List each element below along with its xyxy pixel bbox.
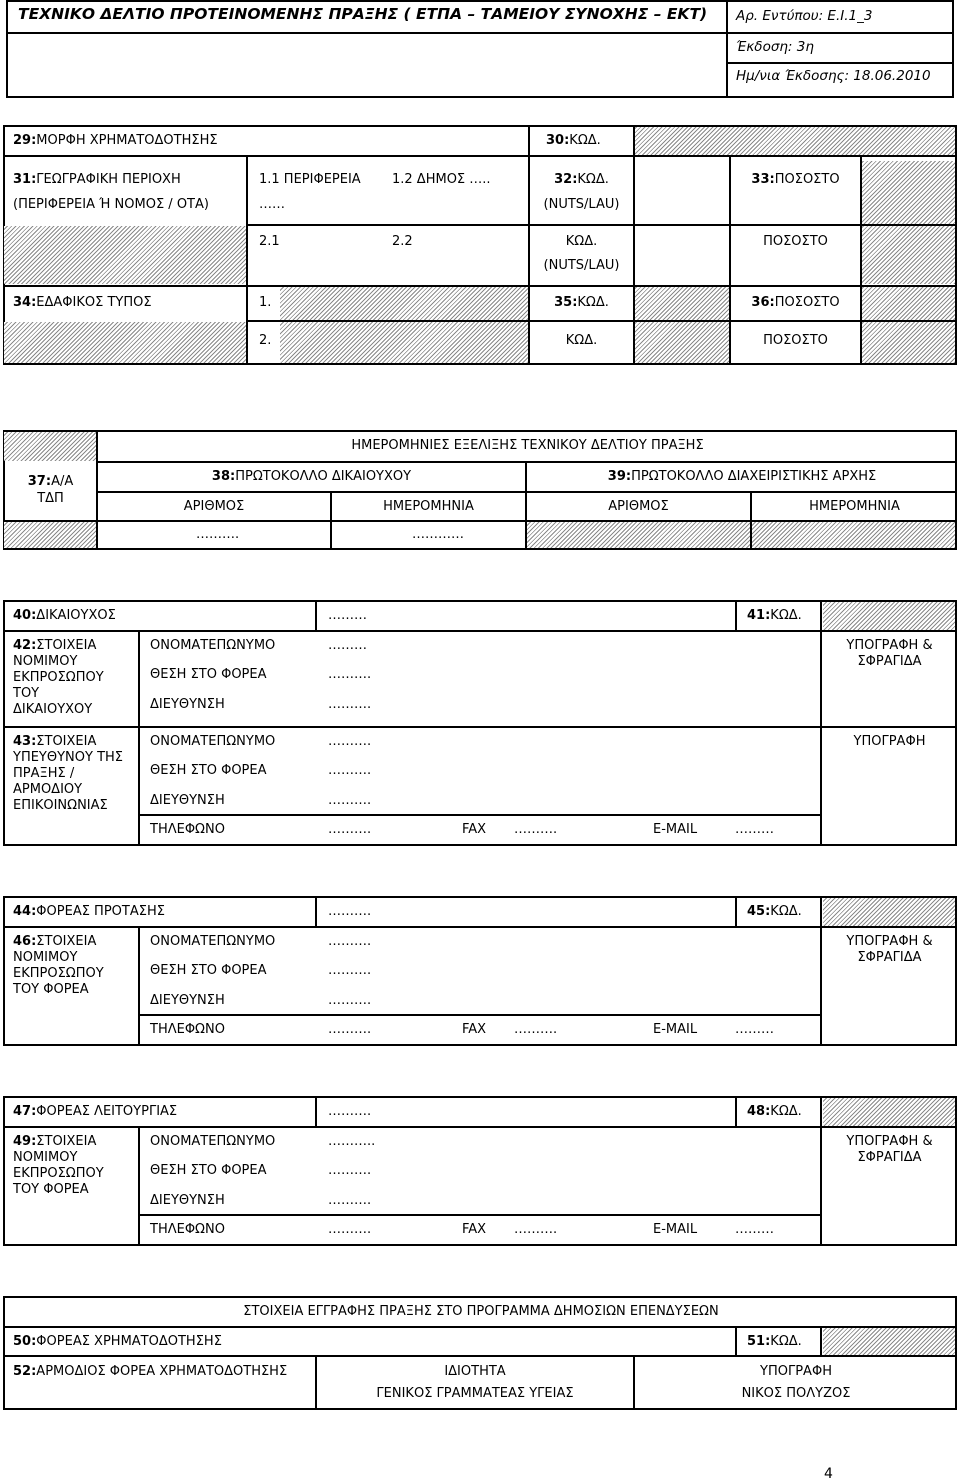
grid-line <box>820 1326 822 1355</box>
number-column-2: ΑΡΙΘΜΟΣ <box>608 499 669 514</box>
fullname-value-4[interactable]: ……….. <box>328 1134 376 1149</box>
region-1-1: 1.1 ΠΕΡΙΦΕΡΕΙΑ <box>259 172 361 187</box>
grid-line <box>3 630 957 632</box>
field-52-label: 52:ΑΡΜΟΔΙΟΣ ΦΟΡΕΑ ΧΡΗΜΑΤΟΔΟΤΗΣΗΣ <box>13 1364 288 1379</box>
hatched-area <box>860 226 955 284</box>
number-column: ΑΡΙΘΜΟΣ <box>183 499 245 514</box>
phone-value-2[interactable]: ………. <box>328 1022 372 1037</box>
region-1-1-dots: …… <box>259 197 285 212</box>
proposing-body-value[interactable]: ………. <box>328 904 372 919</box>
hatched-area <box>823 1328 955 1355</box>
email-value-2[interactable]: ……… <box>735 1022 774 1037</box>
signature-stamp-label-3: ΥΠΟΓΡΑΦΗ & ΣΦΡΑΓΙΔΑ <box>846 1134 933 1165</box>
hatched-area <box>4 432 96 461</box>
percentage-label: ΠΟΣΟΣΤΟ <box>763 234 828 249</box>
field-31-sub: (ΠΕΡΙΦΕΡΕΙΑ Ή ΝΟΜΟΣ / ΟΤΑ) <box>13 197 209 212</box>
grid-line <box>3 285 957 287</box>
address-label-4: ΔΙΕΥΘΥΝΣΗ <box>150 1193 225 1208</box>
capacity-value: ΓΕΝΙΚΟΣ ΓΡΑΜΜΑΤΕΑΣ ΥΓΕΙΑΣ <box>376 1386 574 1401</box>
field-29-label: 29:ΜΟΡΦΗ ΧΡΗΜΑΤΟΔΟΤΗΣΗΣ <box>13 133 218 148</box>
section-beneficiary <box>3 600 957 846</box>
region-2-1: 2.1 <box>259 234 280 249</box>
email-label: E-MAIL <box>653 822 698 837</box>
field-48-label: 48:ΚΩΔ. <box>747 1104 802 1119</box>
position-value-3[interactable]: ………. <box>328 963 372 978</box>
hatched-area <box>4 322 248 363</box>
grid-line <box>735 600 737 630</box>
header-divider <box>726 0 728 98</box>
field-36-label: 36:ΠΟΣΟΣΤΟ <box>751 295 840 310</box>
field-41-label: 41:ΚΩΔ. <box>747 608 802 623</box>
position-label-2: ΘΕΣΗ ΣΤΟ ΦΟΡΕΑ <box>150 763 267 778</box>
fax-value-3[interactable]: ………. <box>514 1222 558 1237</box>
grid-line <box>820 896 822 1046</box>
beneficiary-value[interactable]: ……… <box>328 608 367 623</box>
grid-line <box>246 155 248 365</box>
grid-line <box>138 630 140 846</box>
field-34-label: 34:ΕΔΑΦΙΚΟΣ ΤΥΠΟΣ <box>13 295 152 310</box>
grid-line <box>138 1014 820 1016</box>
grid-line <box>138 814 820 816</box>
grid-line <box>3 520 957 522</box>
address-value-2[interactable]: ………. <box>328 793 372 808</box>
field-38-label: 38:ΠΡΩΤΟΚΟΛΛΟ ΔΙΚΑΙΟΥΧΟΥ <box>211 469 412 484</box>
hatched-area <box>280 287 528 320</box>
position-label-4: ΘΕΣΗ ΣΤΟ ΦΟΡΕΑ <box>150 1163 267 1178</box>
position-value[interactable]: ………. <box>328 667 372 682</box>
grid-line <box>138 1126 140 1246</box>
field-33-label: 33:ΠΟΣΟΣΤΟ <box>751 172 840 187</box>
header-line-3 <box>726 62 954 64</box>
fullname-label-3: ΟΝΟΜΑΤΕΠΩΝΥΜΟ <box>150 934 276 949</box>
form-number: Αρ. Εντύπου: Ε.Ι.1_3 <box>736 8 873 24</box>
grid-line <box>820 1096 822 1246</box>
grid-line <box>315 896 317 926</box>
signature-stamp-label-2: ΥΠΟΓΡΑΦΗ & ΣΦΡΑΓΙΔΑ <box>846 934 933 965</box>
code-label: ΚΩΔ. <box>565 234 598 249</box>
position-label-3: ΘΕΣΗ ΣΤΟ ΦΟΡΕΑ <box>150 963 267 978</box>
protocol-number-value[interactable]: ………. <box>196 527 240 542</box>
field-50-label: 50:ΦΟΡΕΑΣ ΧΡΗΜΑΤΟΔΟΤΗΣΗΣ <box>13 1334 222 1349</box>
protocol-date-value[interactable]: ………… <box>412 527 464 542</box>
phone-label: ΤΗΛΕΦΩΝΟ <box>150 822 225 837</box>
grid-line <box>3 1326 957 1328</box>
grid-line <box>138 926 140 1046</box>
grid-line <box>3 155 957 157</box>
edition-date: Ημ/νια Έκδοσης: 18.06.2010 <box>736 68 931 84</box>
percentage-label-2: ΠΟΣΟΣΤΟ <box>763 333 828 348</box>
hatched-area <box>633 322 729 363</box>
address-label-3: ΔΙΕΥΘΥΝΣΗ <box>150 993 225 1008</box>
hatched-area <box>860 287 955 320</box>
hatched-area <box>527 522 955 548</box>
email-value-3[interactable]: ……… <box>735 1222 774 1237</box>
grid-line <box>820 600 822 846</box>
position-value-4[interactable]: ………. <box>328 1163 372 1178</box>
hatched-area <box>823 1098 955 1126</box>
hatched-area <box>860 161 955 224</box>
field-37-label-2: ΤΔΠ <box>37 491 64 506</box>
hatched-area <box>4 226 248 284</box>
fullname-label-2: ΟΝΟΜΑΤΕΠΩΝΥΜΟ <box>150 734 276 749</box>
hatched-area <box>823 602 955 630</box>
field-51-label: 51:ΚΩΔ. <box>747 1334 802 1349</box>
grid-line <box>735 1096 737 1126</box>
phone-value-3[interactable]: ………. <box>328 1222 372 1237</box>
nuts-label: (NUTS/LAU) <box>543 197 620 212</box>
document-title: ΤΕΧΝΙΚΟ ΔΕΛΤΙΟ ΠΡΟΤΕΙΝΟΜΕΝΗΣ ΠΡΑΞΗΣ ( ΕΤΠΑ – ΤΑΜΕΙΟΥ ΣΥΝΟΧΗΣ – ΕΚΤ) <box>18 5 708 23</box>
grid-line <box>315 600 317 630</box>
grid-line <box>315 1096 317 1126</box>
fullname-value[interactable]: ……… <box>328 638 367 653</box>
fax-label-3: FAX <box>462 1222 487 1237</box>
hatched-area <box>280 322 528 363</box>
fax-label-2: FAX <box>462 1022 487 1037</box>
field-32-label: 32:ΚΩΔ. <box>554 172 609 187</box>
municipality-1-2: 1.2 ΔΗΜΟΣ ….. <box>392 172 491 187</box>
field-43-label: 43:ΣΤΟΙΧΕΙΑ ΥΠΕΥΘΥΝΟΥ ΤΗΣ ΠΡΑΞΗΣ / ΑΡΜΟΔΙΟΥ ΕΠΙΚΟΙΝΩΝΙΑΣ <box>13 734 124 813</box>
address-value[interactable]: ………. <box>328 697 372 712</box>
capacity-label: ΙΔΙΟΤΗΤΑ <box>444 1364 506 1379</box>
hatched-area <box>4 522 96 548</box>
field-37-label: 37:Α/Α <box>27 474 74 489</box>
nuts-label-2: (NUTS/LAU) <box>543 258 620 273</box>
email-value[interactable]: ……… <box>735 822 774 837</box>
grid-line <box>633 125 635 365</box>
registration-title: ΣΤΟΙΧΕΙΑ ΕΓΓΡΑΦΗΣ ΠΡΑΞΗΣ ΣΤΟ ΠΡΟΓΡΑΜΜΑ ΔΗΜΟΣΙΩΝ ΕΠΕΝΔΥΣΕΩΝ <box>243 1304 719 1319</box>
fullname-value-3[interactable]: ………. <box>328 934 372 949</box>
fax-value[interactable]: ………. <box>514 822 558 837</box>
field-42-label: 42:ΣΤΟΙΧΕΙΑ ΝΟΜΙΜΟΥ ΕΚΠΡΟΣΩΠΟΥ ΤΟΥ ΔΙΚΑΙΟΥΧΟΥ <box>13 638 104 717</box>
grid-line <box>248 224 957 226</box>
address-label: ΔΙΕΥΘΥΝΣΗ <box>150 697 225 712</box>
field-49-label: 49:ΣΤΟΙΧΕΙΑ ΝΟΜΙΜΟΥ ΕΚΠΡΟΣΩΠΟΥ ΤΟΥ ΦΟΡΕΑ <box>13 1134 104 1197</box>
code-label-2: ΚΩΔ. <box>565 333 598 348</box>
field-35-label: 35:ΚΩΔ. <box>554 295 609 310</box>
grid-line <box>138 1214 820 1216</box>
fullname-label: ΟΝΟΜΑΤΕΠΩΝΥΜΟ <box>150 638 276 653</box>
grid-line <box>3 1355 957 1357</box>
signature-label: ΥΠΟΓΡΑΦΗ <box>853 734 926 749</box>
hatched-area <box>633 127 955 155</box>
signature-stamp-label: ΥΠΟΓΡΑΦΗ & ΣΦΡΑΓΙΔΑ <box>846 638 933 669</box>
operating-body-value[interactable]: ………. <box>328 1104 372 1119</box>
territory-type-2: 2. <box>259 333 272 348</box>
signature-label-2: ΥΠΟΓΡΑΦΗ <box>760 1364 832 1379</box>
grid-line <box>735 1326 737 1355</box>
position-value-2[interactable]: ………. <box>328 763 372 778</box>
field-40-label: 40:ΔΙΚΑΙΟΥΧΟΣ <box>13 608 116 623</box>
fax-label: FAX <box>462 822 487 837</box>
header-line-1 <box>6 32 727 34</box>
region-2-2: 2.2 <box>392 234 413 249</box>
hatched-area <box>860 322 955 363</box>
position-label: ΘΕΣΗ ΣΤΟ ΦΟΡΕΑ <box>150 667 267 682</box>
hatched-area <box>823 898 955 926</box>
date-column: ΗΜΕΡΟΜΗΝΙΑ <box>383 499 474 514</box>
field-39-label: 39:ΠΡΩΤΟΚΟΛΛΟ ΔΙΑΧΕΙΡΙΣΤΙΚΗΣ ΑΡΧΗΣ <box>607 469 877 484</box>
email-label-2: E-MAIL <box>653 1022 698 1037</box>
field-31-label: 31:ΓΕΩΓΡΑΦΙΚΗ ΠΕΡΙΟΧΗ <box>13 172 181 187</box>
page-number: 4 <box>824 1466 833 1482</box>
field-45-label: 45:ΚΩΔ. <box>747 904 802 919</box>
address-value-3[interactable]: ………. <box>328 993 372 1008</box>
address-value-4[interactable]: ………. <box>328 1193 372 1208</box>
fullname-value-2[interactable]: ………. <box>328 734 372 749</box>
hatched-area <box>633 287 729 320</box>
grid-line <box>248 320 957 322</box>
date-column-2: ΗΜΕΡΟΜΗΝΙΑ <box>809 499 900 514</box>
email-label-3: E-MAIL <box>653 1222 698 1237</box>
field-30-label: 30:ΚΩΔ. <box>546 133 601 148</box>
field-46-label: 46:ΣΤΟΙΧΕΙΑ ΝΟΜΙΜΟΥ ΕΚΠΡΟΣΩΠΟΥ ΤΟΥ ΦΟΡΕΑ <box>13 934 104 997</box>
territory-type-1: 1. <box>259 295 272 310</box>
field-47-label: 47:ΦΟΡΕΑΣ ΛΕΙΤΟΥΡΓΙΑΣ <box>13 1104 178 1119</box>
grid-line <box>3 726 957 728</box>
phone-value[interactable]: ………. <box>328 822 372 837</box>
grid-line <box>3 1126 957 1128</box>
address-label-2: ΔΙΕΥΘΥΝΣΗ <box>150 793 225 808</box>
header-line-2 <box>726 32 954 34</box>
fax-value-2[interactable]: ………. <box>514 1022 558 1037</box>
grid-line <box>860 155 862 365</box>
edition: Έκδοση: 3η <box>736 39 814 55</box>
phone-label-3: ΤΗΛΕΦΩΝΟ <box>150 1222 225 1237</box>
fullname-label-4: ΟΝΟΜΑΤΕΠΩΝΥΜΟ <box>150 1134 276 1149</box>
dates-title: ΗΜΕΡΟΜΗΝΙΕΣ ΕΞΕΛΙΞΗΣ ΤΕΧΝΙΚΟΥ ΔΕΛΤΙΟΥ ΠΡΑΞΗΣ <box>351 438 704 453</box>
phone-label-2: ΤΗΛΕΦΩΝΟ <box>150 1022 225 1037</box>
grid-line <box>3 926 957 928</box>
grid-line <box>735 896 737 926</box>
signatory-name: ΝΙΚΟΣ ΠΟΛΥΖΟΣ <box>741 1386 851 1401</box>
field-44-label: 44:ΦΟΡΕΑΣ ΠΡΟΤΑΣΗΣ <box>13 904 165 919</box>
